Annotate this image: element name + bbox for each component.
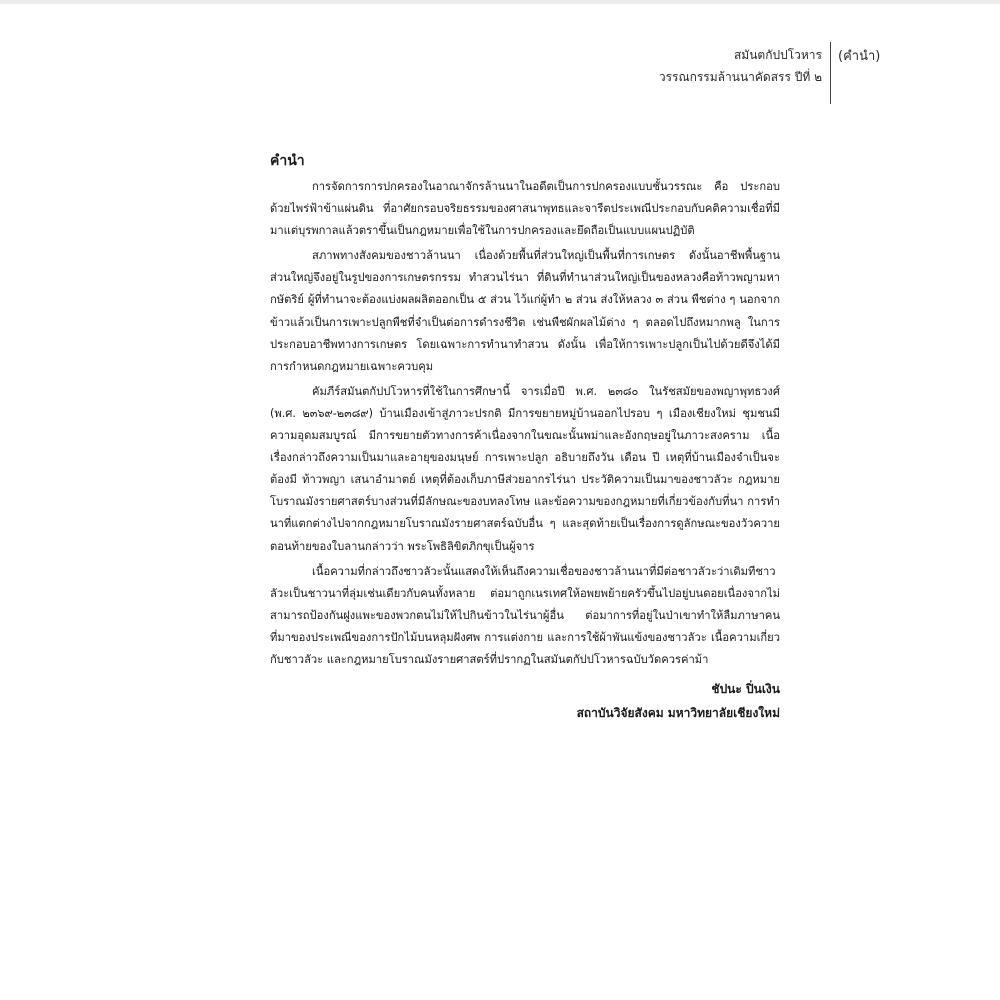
author-affiliation: สถาบันวิจัยสังคม มหาวิทยาลัยเชียงใหม่ xyxy=(576,706,780,721)
header-series: วรรณกรรมล้านนาคัดสรร ปีที่ ๒ xyxy=(658,70,822,84)
preface-paragraph-3: คัมภีร์สมันตกัปปโวหารที่ใช้ในการศึกษานี้ จารเมื่อปี พ.ศ. ๒๓๘๐ ในรัชสมัยของพญาพุทธวงศ์ (พ.ศ. ๒๓๖๙-๒๓๘๙) บ้านเมืองเข้าสู่ภาวะปรกติ มีการขยายหมู่บ้านออกไปรอบ ๆ เมืองเชียงใหม่ ชุมชนมีความอุดมสมบูรณ์ มีการขยายตัวทางการค้าเนื่องจากในขณะนั้นพม่าและอังกฤษอยู่ในภาวะสงคราม เนื้อเรื่องกล่าวถึงความเป็นมาและอายุของมนุษย์ การเพาะปลูก อธิบายถึงวัน เดือน ปี เหตุที่บ้านเมืองจำเป็นจะต้องมี ท้าวพญา เสนาอำมาตย์ เหตุที่ต้องเก็บภาษีส่วยอากรไร่นา ประวัติความเป็นมาของชาวลัวะ กฎหมายโบราณมังรายศาสตร์บางส่วนที่มีลักษณะของบทลงโทษ และข้อความของกฎหมายที่เกี่ยวข้องกับที่นา การทำนาที่แตกต่างไปจากกฎหมายโบราณมังรายศาสตร์ฉบับอื่น ๆ และสุดท้ายเป็นเรื่องการดูลักษณะของวัวควาย ตอนท้ายของใบลานกล่าวว่า พระโพธิลิขิตภิกขุเป็นผู้จาร xyxy=(270,384,780,553)
preface-heading: คำนำ xyxy=(270,153,305,169)
preface-paragraph-2: สภาพทางสังคมของชาวล้านนา เนื่องด้วยพื้นที่ส่วนใหญ่เป็นพื้นที่การเกษตร ดังนั้นอาชีพพื้นฐานส่วนใหญ่จึงอยู่ในรูปของการเกษตรกรรม ทำสวนไร่นา ที่ดินที่ทำนาส่วนใหญ่เป็นของหลวงคือท้าวพญามหากษัตริย์ ผู้ที่ทำนาจะต้องแบ่งผลผลิตออกเป็น ๕ ส่วน ไว้แก่ผู้ทำ ๒ ส่วน ส่งให้หลวง ๓ ส่วน พืชต่าง ๆ นอกจากข้าวแล้วเป็นการเพาะปลูกพืชที่จำเป็นต่อการดำรงชีวิต เช่นพืชผักผลไม้ต่าง ๆ ตลอดไปถึงหมากพลู ในการประกอบอาชีพทางการเกษตร โดยเฉพาะการทำนาทำสวน ดังนั้น เพื่อให้การเพาะปลูกเป็นไปด้วยดีจึงได้มีการกำหนดกฎหมายเฉพาะควบคุม xyxy=(270,249,780,373)
scan-edge-shadow xyxy=(0,0,1000,4)
preface-paragraph-1: การจัดการการปกครองในอาณาจักรล้านนาในอดีตเป็นการปกครองแบบชั้นวรรณะ คือ ประกอบด้วยไพร่ฟ้าข้าแผ่นดิน ที่อาศัยกรอบจริยธรรมของศาสนาพุทธและจารีตประเพณีประกอบกับคติความเชื่อที่มีมาแต่บุรพกาลแล้วตราขึ้นเป็นกฎหมายเพื่อใช้ในการปกครองและยึดถือเป็นแบบแผนปฏิบัติ xyxy=(270,180,780,238)
author-name: ชัปนะ ปิ่นเงิน xyxy=(711,682,780,697)
header-section-label: (คำนำ) xyxy=(838,49,881,64)
header-divider xyxy=(830,42,831,104)
preface-paragraph-4: เนื้อความที่กล่าวถึงชาวลัวะนั้นแสดงให้เห็นถึงความเชื่อของชาวล้านนาที่มีต่อชาวลัวะว่าเดิมทีชาวลัวะเป็นชาวนาที่ลุ่มเช่นเดียวกับคนทั้งหลาย ต่อมาถูกเนรเทศให้อพยพย้ายครัวขึ้นไปอยู่บนดอยเนื่องจากไม่สามารถป้องกันฝูงแพะของพวกตนไม่ให้ไปกินข้าวในไร่นาผู้อื่น ต่อมาการที่อยู่ในป่าเขาทำให้ลืมภาษาคน ที่มาของประเพณีของการปักไม้บนหลุมฝังศพ การแต่งกาย และการใช้ผ้าพันแข้งของชาวลัวะ เนื้อความเกี่ยวกับชาวลัวะ และกฎหมายโบราณมังรายศาสตร์ที่ปรากฏในสมันตกัปปโวหารฉบับวัดควรค่าม้า xyxy=(270,564,780,666)
signature-block xyxy=(270,677,780,725)
header-book-title: สมันตกัปปโวหาร xyxy=(733,48,822,62)
preface-body xyxy=(270,150,780,725)
running-header xyxy=(659,44,822,88)
